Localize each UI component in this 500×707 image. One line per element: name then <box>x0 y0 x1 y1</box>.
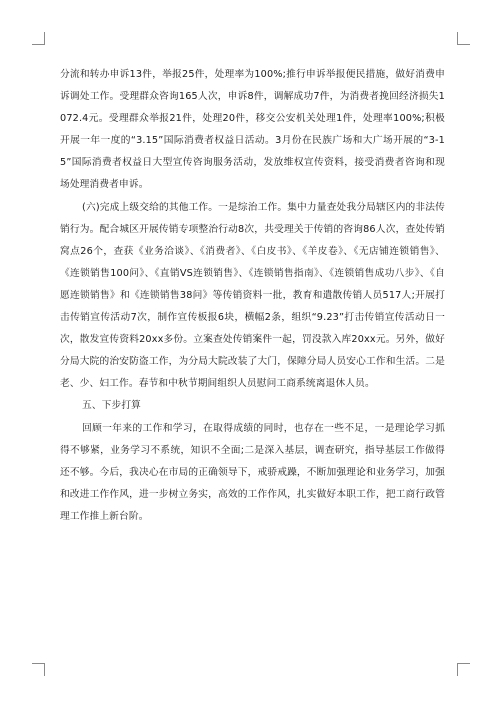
crop-mark-bottom-right <box>457 663 470 676</box>
paragraph-next-steps: 回顾一年来的工作和学习，在取得成绩的同时，也存在一些不足，一是理论学习抓得不够紧，业务学习不系统，知识不全面;二是深入基层，调查研究，指导基层工作做得还不够。今后，我决心在市局的正确领导下，戒骄戒躁，不断加强理论和业务学习，加强和改进工作作风，进一步树立务实，高效的工作作风，扎实做好本职工作，把工商行政管理工作推上新台阶。 <box>60 422 445 522</box>
crop-mark-top-left <box>32 32 45 45</box>
section-heading-next-steps: 五、下步打算 <box>82 400 142 412</box>
paragraph-other-work: (六)完成上级交给的其他工作。一是综治工作。集中力量查处我分局辖区内的非法传销行为。配合城区开展传销专项整治行动8次，共受理关于传销的咨询86人次，查处传销窝点26个，查获《业务洽谈》、《消费者》、《白皮书》、《羊皮卷》、《无店铺连锁销售》、《连锁销售100问》、《直销VS连锁销售》、《连锁销售指南》、《连锁销售成功八步》、《自愿连锁销售》和《连锁销售38问》等传销资料一批，教育和遣散传销人员517人;开展打击传销宣传活动7次，制作宣传板报6块，横幅2条，组织“9.23”打击传销宣传活动日一次，散发宣传资料20xx多份。立案查处传销案件一起，罚没款入库20xx元。另外，做好分局大院的治安防盗工作，为分局大院改装了大门，保障分局人员安心工作和生活。二是老、少、妇工作。春节和中秋节期间组织人员慰问工商系统离退休人员。 <box>60 201 445 390</box>
crop-mark-top-right <box>457 32 470 45</box>
crop-mark-bottom-left <box>32 663 45 676</box>
document-body <box>60 64 445 528</box>
paragraph-complaint-handling: 分流和转办申诉13件，举报25件，处理率为100%;推行申诉举报便民措施，做好消费申诉调处工作。受理群众咨询165人次，申诉8件，调解成功7件，为消费者挽回经济损失1072.4元。受理群众举报21件，处理20件，移交公安机关处理1件，处理率100%;积极开展一年一度的“3.15”国际消费者权益日活动。3月份在民族广场和大广场开展的“3-15”国际消费者权益日大型宣传咨询服务活动，发放维权宣传资料，接受消费者咨询和现场处理消费者申诉。 <box>60 69 445 191</box>
